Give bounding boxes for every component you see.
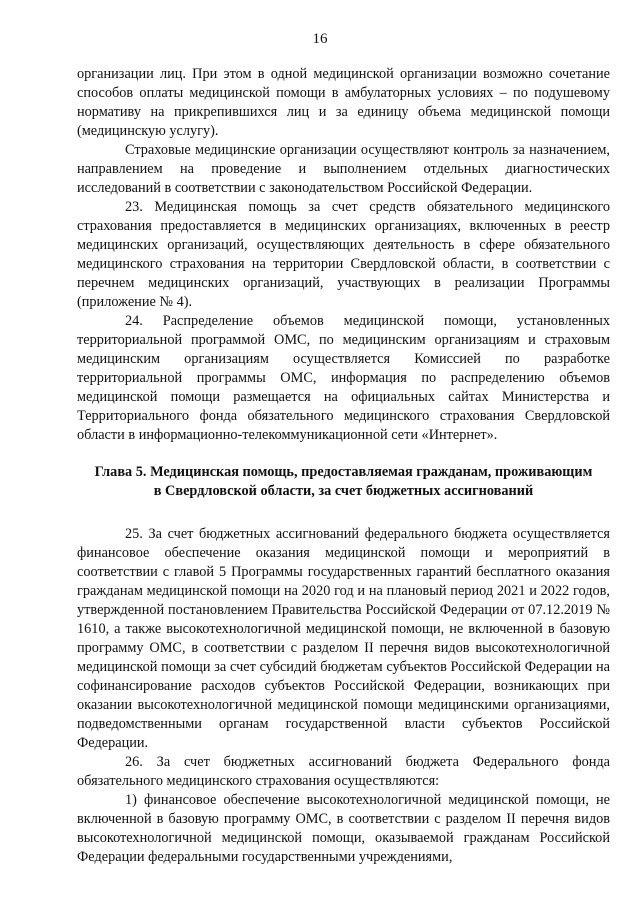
paragraph-insurers-control: Страховые медицинские организации осуществляют контроль за назначением, направлением на проведение и выполнением отдельных диагностических исследований в соответствии с законодательством Российской Федерации.	[77, 142, 610, 196]
page-number: 16	[312, 31, 328, 47]
paragraph-subitem-1: 1) финансовое обеспечение высокотехнологичной медицинской помощи, не включенной в базовую программу ОМС, в соответствии с разделом II перечня видов высокотехнологичной медицинской помощи, оказываемой гражданам Российской Федерации федеральными государственными учреждениями,	[77, 792, 610, 865]
paragraph-item-26: 26. За счет бюджетных ассигнований бюджета Федерального фонда обязательного медицинского страхования осуществляются:	[77, 754, 610, 789]
paragraph-item-23: 23. Медицинская помощь за счет средств обязательного медицинского страхования предоставляется в медицинских организациях, включенных в реестр медицинских организаций, осуществляющих деятельность в сфере обязательного медицинского страхования на территории Свердловской области, в соответствии с перечнем медицинских организаций, участвующих в реализации Программы (приложение № 4).	[77, 199, 610, 310]
paragraph-item-25: 25. За счет бюджетных ассигнований федерального бюджета осуществляется финансовое обеспечение оказания медицинской помощи и мероприятий в соответствии с главой 5 Программы государственных гарантий бесплатного оказания гражданам медицинской помощи на 2020 год и на плановый период 2021 и 2022 годов, утвержденной постановлением Правительства Российской Федерации от 07.12.2019 № 1610, а также высокотехнологичной медицинской помощи, не включенной в базовую программу ОМС, в соответствии с разделом II перечня видов высокотехнологичной медицинской помощи за счет субсидий бюджетам субъектов Российской Федерации на софинансирование расходов субъектов Российской Федерации, возникающих при оказании высокотехнологичной медицинской помощи медицинскими организациями, подведомственными органам государственной власти субъектов Российской Федерации.	[77, 526, 610, 751]
chapter-heading	[77, 463, 610, 501]
chapter-heading-line-1: Глава 5. Медицинская помощь, предоставляемая гражданам, проживающим	[94, 464, 593, 480]
document-body	[77, 65, 610, 867]
paragraph-continuation: организации лиц. При этом в одной медицинской организации возможно сочетание способов оплаты медицинской помощи в амбулаторных условиях – по подушевому нормативу на прикрепившихся лиц и за единицу объема медицинской помощи (медицинскую услугу).	[77, 66, 610, 139]
chapter-heading-line-2: в Свердловской области, за счет бюджетных ассигнований	[153, 483, 534, 499]
paragraph-item-24: 24. Распределение объемов медицинской помощи, установленных территориальной программой ОМС, по медицинским организациям и страховым медицинским организациям осуществляется Комиссией по разработке территориальной программы ОМС, информация по распределению объемов медицинской помощи размещается на официальных сайтах Министерства и Территориального фонда обязательного медицинского страхования Свердловской области в информационно-телекоммуникационной сети «Интернет».	[77, 313, 610, 443]
